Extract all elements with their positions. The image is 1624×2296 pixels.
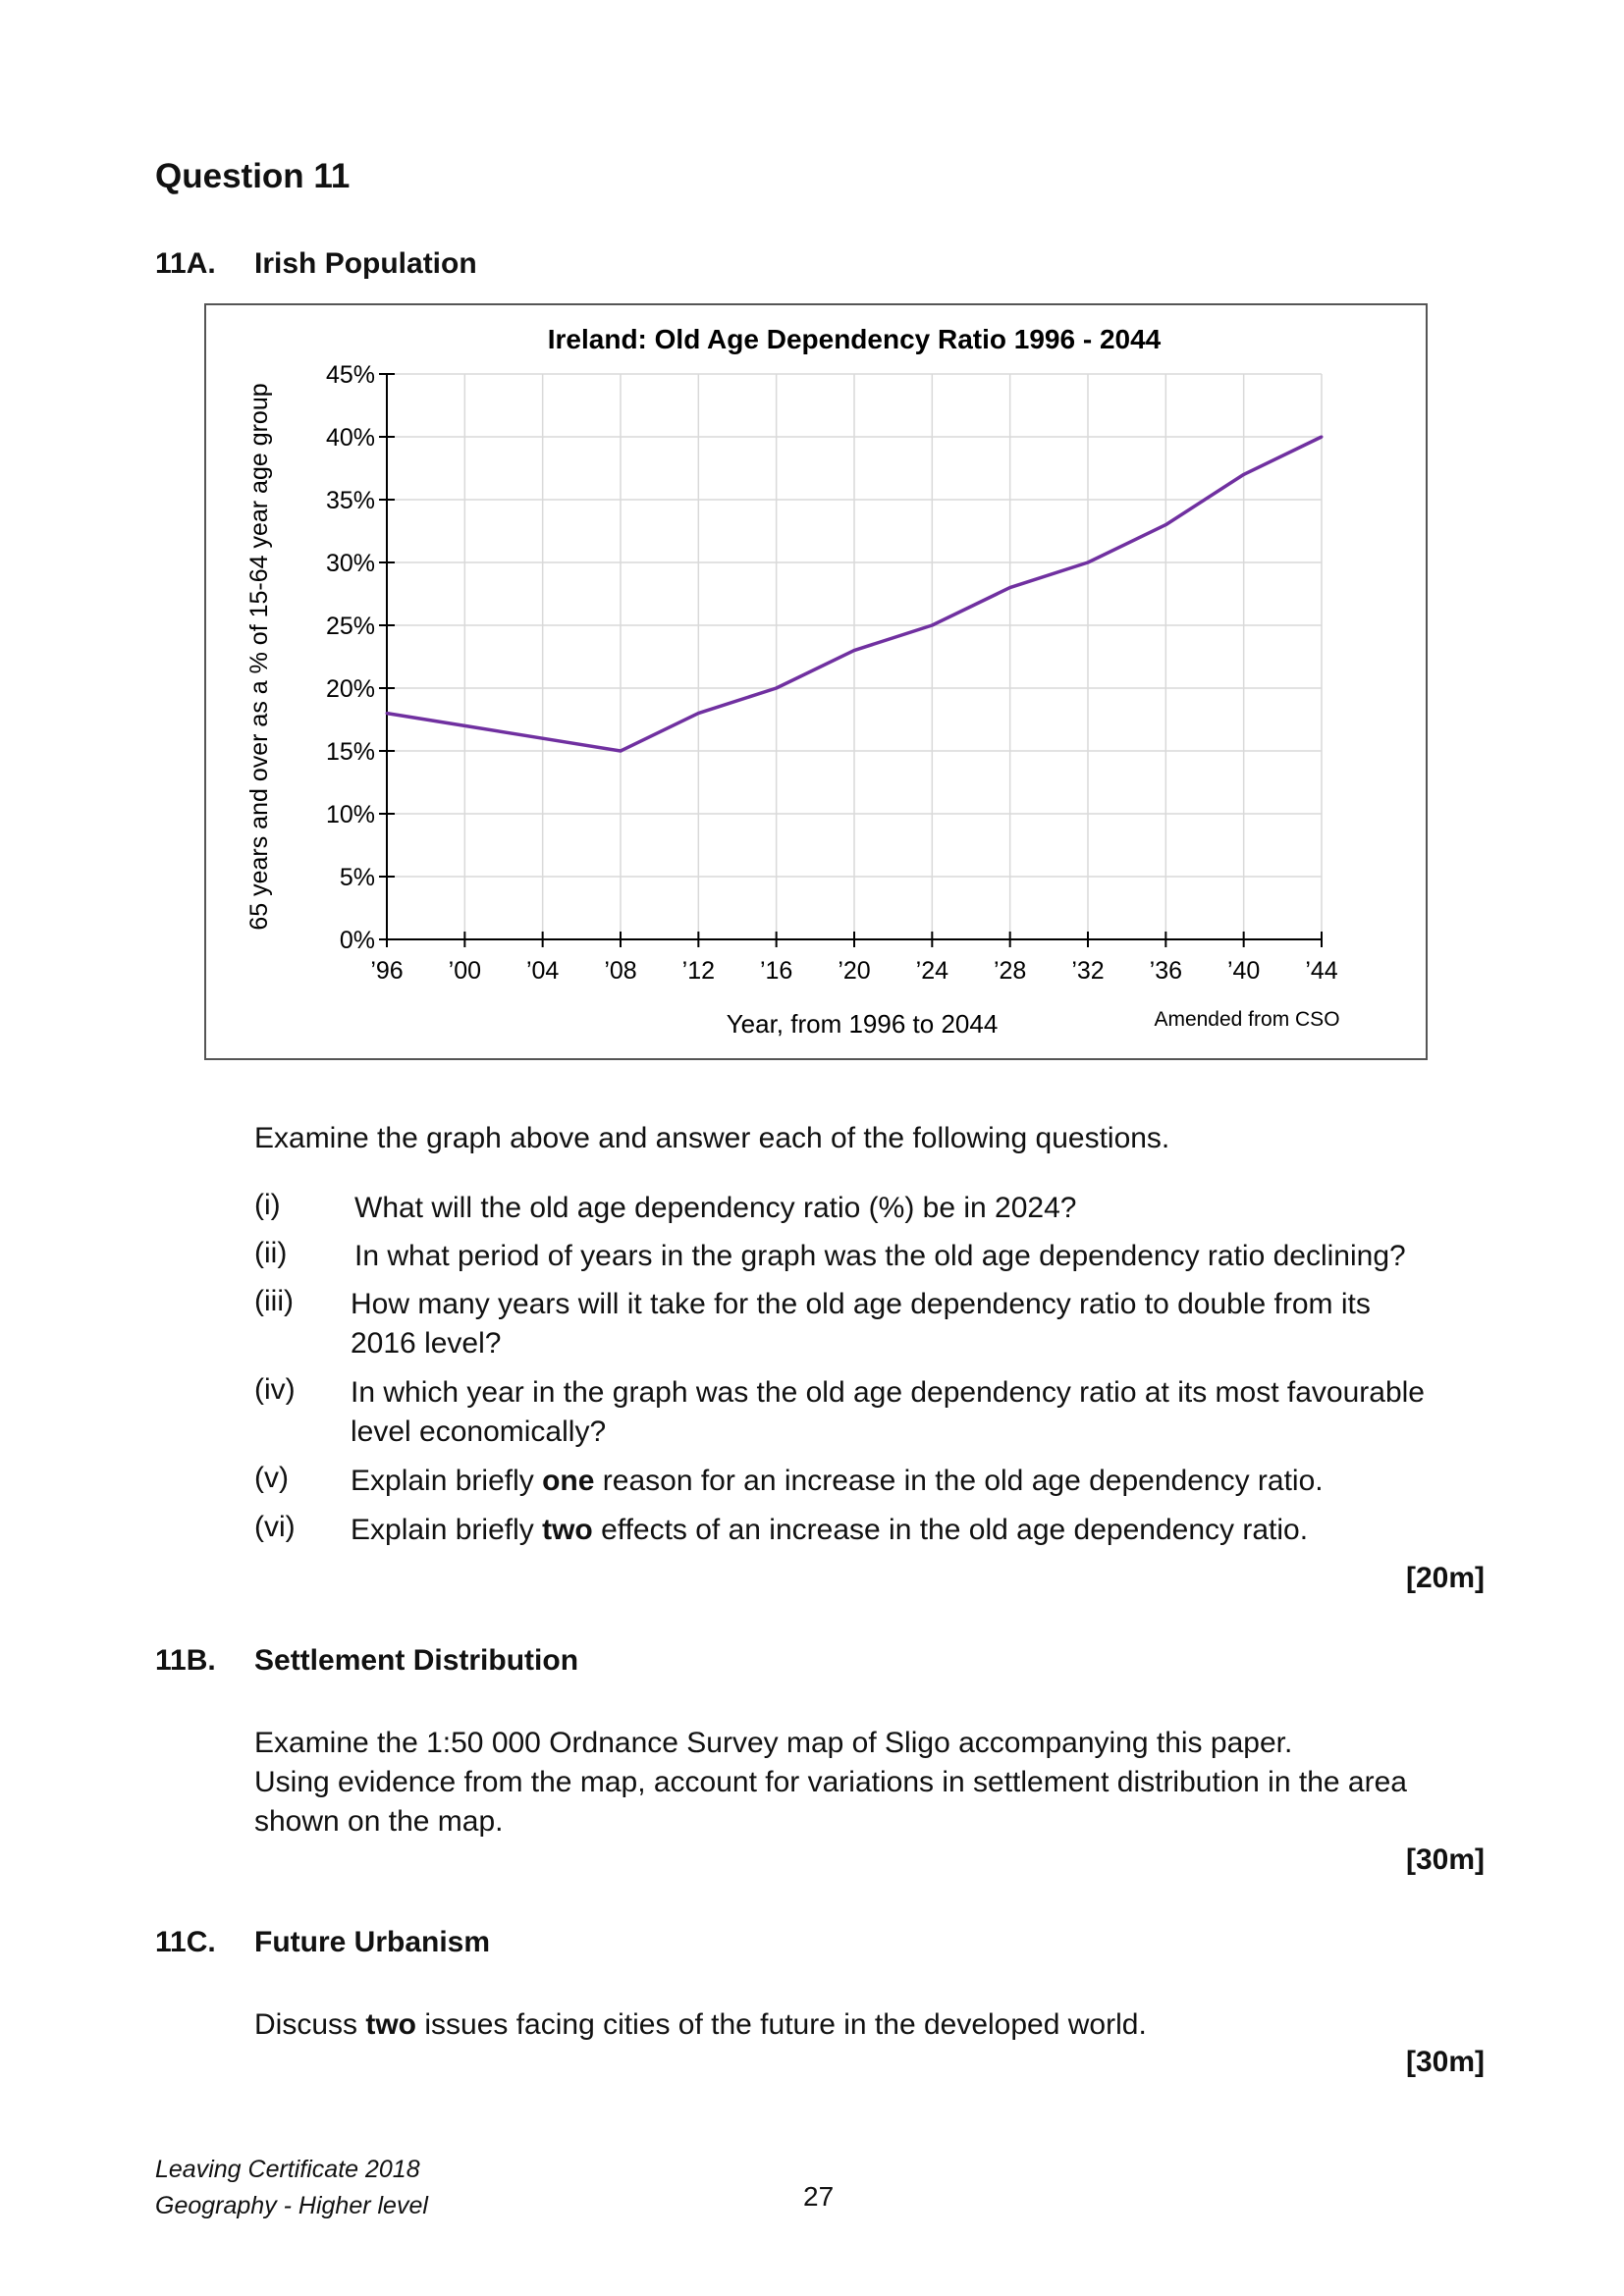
question-text xyxy=(351,1462,1480,1501)
question-number: (vi) xyxy=(254,1511,296,1543)
question-text xyxy=(351,1511,1480,1550)
question-text xyxy=(351,1373,1480,1452)
x-tick-label: ’16 xyxy=(759,957,793,985)
section-b-marks: [30m] xyxy=(1405,1843,1485,1876)
page-number: 27 xyxy=(803,2181,835,2212)
text-run: Discuss xyxy=(254,2008,366,2041)
y-tick-label: 15% xyxy=(325,738,375,766)
x-tick-label: ’12 xyxy=(681,957,716,985)
x-tick-label: ’04 xyxy=(525,957,560,985)
data-point xyxy=(1008,586,1011,589)
section-a-number: 11A. xyxy=(155,247,216,280)
x-tick-label: ’44 xyxy=(1305,957,1338,985)
x-axis-label: Year, from 1996 to 2044 xyxy=(726,1009,999,1039)
data-point xyxy=(697,712,700,715)
y-tick-label: 45% xyxy=(325,361,375,389)
emphasis: two xyxy=(542,1514,593,1546)
chart-title: Ireland: Old Age Dependency Ratio 1996 - 2044 xyxy=(547,324,1162,354)
data-point xyxy=(541,737,544,740)
question-text-line: In which year in the graph was the old age dependency ratio at its most favourable xyxy=(351,1376,1425,1409)
question-title: Question 11 xyxy=(155,157,351,195)
x-tick-label: ’36 xyxy=(1149,957,1183,985)
question-number: (i) xyxy=(254,1189,281,1221)
y-tick-label: 0% xyxy=(339,927,375,954)
text-run: Explain briefly xyxy=(351,1465,543,1497)
y-tick-label: 10% xyxy=(325,801,375,828)
section-c-marks: [30m] xyxy=(1405,2046,1485,2078)
section-c-number: 11C. xyxy=(155,1926,216,1958)
question-text-line: 2016 level? xyxy=(351,1327,502,1360)
y-tick-label: 35% xyxy=(325,487,375,514)
data-point xyxy=(1242,473,1245,476)
data-point xyxy=(1087,561,1090,564)
data-point xyxy=(620,750,623,753)
x-tick-label: ’40 xyxy=(1226,957,1261,985)
section-a-intro: Examine the graph above and answer each of the following questions. xyxy=(254,1122,1170,1154)
question-text: In what period of years in the graph was the old age dependency ratio declining? xyxy=(354,1240,1406,1272)
question-number: (v) xyxy=(254,1462,289,1494)
footer-exam-line: Leaving Certificate 2018 xyxy=(155,2156,420,2183)
x-tick-label: ’28 xyxy=(993,957,1027,985)
x-tick-label: ’20 xyxy=(838,957,871,985)
footer-subject-line: Geography - Higher level xyxy=(155,2192,428,2219)
emphasis: one xyxy=(542,1465,595,1497)
section-c-text xyxy=(254,2005,1147,2045)
x-tick-label: ’00 xyxy=(448,957,482,985)
section-b-number: 11B. xyxy=(155,1644,216,1677)
section-a-title: Irish Population xyxy=(254,247,477,280)
text-run: issues facing cities of the future in the developed world. xyxy=(416,2008,1147,2041)
data-point xyxy=(775,687,778,690)
text-line: Using evidence from the map, account for variations in settlement distribution in the area xyxy=(254,1766,1407,1798)
text-run: effects of an increase in the old age dependency ratio. xyxy=(592,1514,1309,1546)
y-axis-label: 65 years and over as a % of 15-64 year age group xyxy=(245,383,273,931)
y-tick-label: 20% xyxy=(325,675,375,703)
y-tick-label: 30% xyxy=(325,550,375,577)
question-text-line: How many years will it take for the old age dependency ratio to double from its xyxy=(351,1288,1371,1320)
emphasis: two xyxy=(365,2008,417,2041)
section-a-marks: [20m] xyxy=(1405,1562,1485,1594)
x-tick-label: ’32 xyxy=(1071,957,1105,985)
question-text xyxy=(351,1285,1480,1363)
text-run: Explain briefly xyxy=(351,1514,543,1546)
text-line: Examine the 1:50 000 Ordnance Survey map of Sligo accompanying this paper. xyxy=(254,1727,1293,1759)
data-point xyxy=(853,649,856,652)
y-tick-label: 25% xyxy=(325,613,375,640)
question-text-line: level economically? xyxy=(351,1415,607,1448)
x-tick-label: ’08 xyxy=(604,957,637,985)
y-tick-label: 40% xyxy=(325,424,375,452)
x-tick-label: ’24 xyxy=(915,957,949,985)
data-point xyxy=(1164,523,1167,526)
section-b-title: Settlement Distribution xyxy=(254,1644,579,1677)
data-point xyxy=(463,724,466,727)
section-b-text xyxy=(254,1724,1407,1842)
data-point xyxy=(386,712,389,715)
data-point xyxy=(931,624,934,627)
question-text: What will the old age dependency ratio (%) be in 2024? xyxy=(354,1192,1077,1224)
question-number: (iv) xyxy=(254,1373,296,1406)
text-line: shown on the map. xyxy=(254,1805,504,1838)
y-tick-label: 5% xyxy=(339,864,375,891)
data-point xyxy=(1321,436,1324,439)
text-run: reason for an increase in the old age dependency ratio. xyxy=(594,1465,1324,1497)
question-number: (ii) xyxy=(254,1237,288,1269)
chart-frame xyxy=(204,303,1428,1060)
dependency-ratio-chart xyxy=(206,305,1430,1062)
chart-source-note: Amended from CSO xyxy=(1154,1008,1340,1031)
section-c-title: Future Urbanism xyxy=(254,1926,491,1958)
x-tick-label: ’96 xyxy=(370,957,404,985)
question-number: (iii) xyxy=(254,1285,294,1317)
